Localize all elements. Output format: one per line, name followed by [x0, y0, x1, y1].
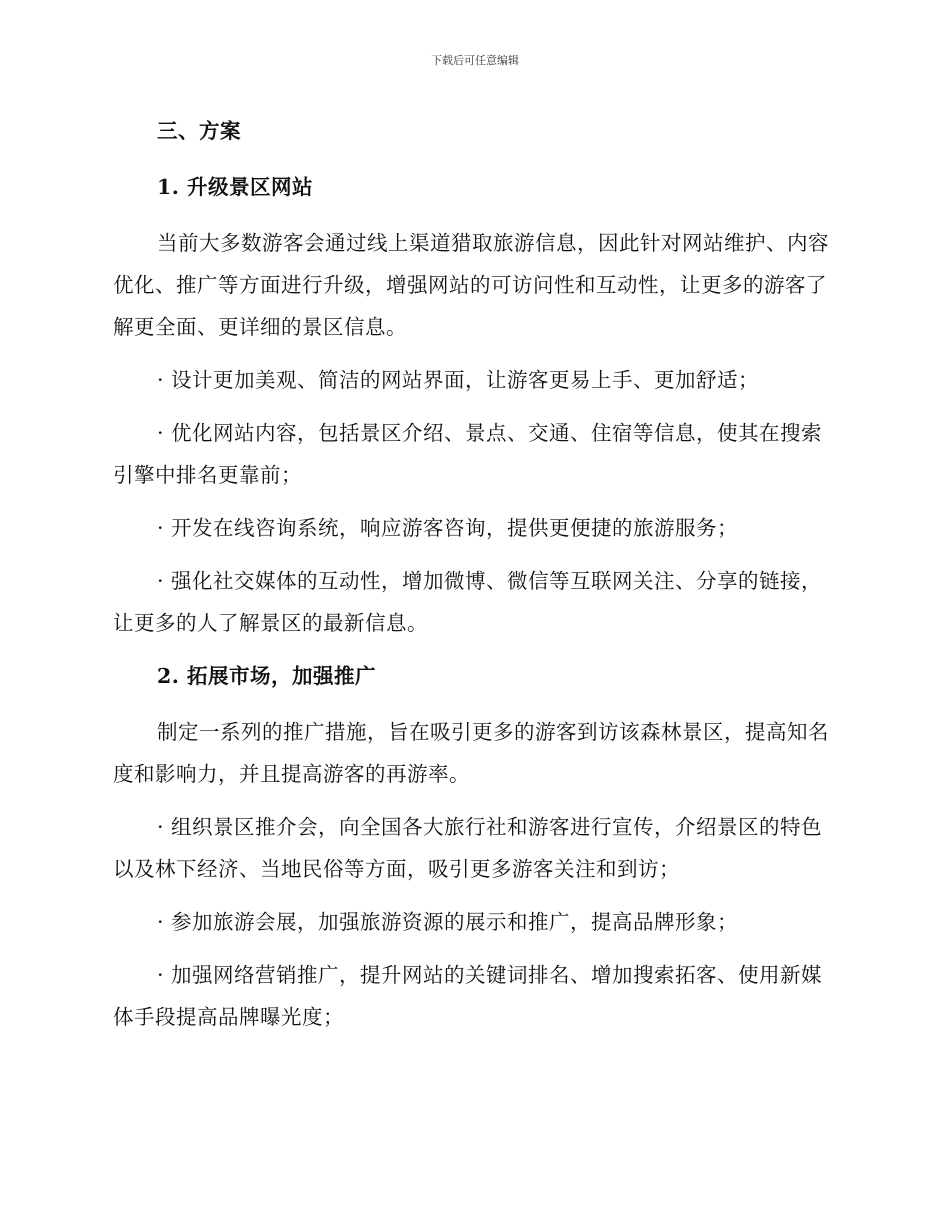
bullet-item: · 参加旅游会展，加强旅游资源的展示和推广，提高品牌形象；	[157, 910, 739, 934]
paragraph-intro-1: 当前大多数游客会通过线上渠道猎取旅游信息，因此针对网站维护、内容优化、推广等方面进行升级，增强网站的可访问性和互动性，让更多的游客了解更全面、更详细的景区信息。	[113, 231, 829, 339]
header-note: 下载后可任意编辑	[431, 54, 519, 67]
paragraph-intro-2: 制定一系列的推广措施，旨在吸引更多的游客到访该森林景区，提高知名度和影响力，并且提高游客的再游率。	[113, 720, 829, 786]
section-title: 三、方案	[157, 119, 241, 143]
subsection-title-2: 2. 拓展市场，加强推广	[157, 664, 377, 688]
document-body	[113, 110, 831, 1038]
bullet-item: · 组织景区推介会，向全国各大旅行社和游客进行宣传，介绍景区的特色以及林下经济、当地民俗等方面，吸引更多游客关注和到访；	[113, 815, 823, 881]
subsection-title-1: 1. 升级景区网站	[157, 175, 314, 199]
bullet-item: · 优化网站内容，包括景区介绍、景点、交通、住宿等信息，使其在搜索引擎中排名更靠前；	[113, 421, 823, 487]
bullet-item: · 加强网络营销推广，提升网站的关键词排名、增加搜索拓客、使用新媒体手段提高品牌曝光度；	[113, 963, 823, 1029]
bullet-item: · 开发在线咨询系统，响应游客咨询，提供更便捷的旅游服务；	[157, 516, 739, 540]
bullet-item: · 强化社交媒体的互动性，增加微博、微信等互联网关注、分享的链接，让更多的人了解景区的最新信息。	[113, 569, 823, 635]
bullet-item: · 设计更加美观、简洁的网站界面，让游客更易上手、更加舒适；	[157, 368, 760, 392]
